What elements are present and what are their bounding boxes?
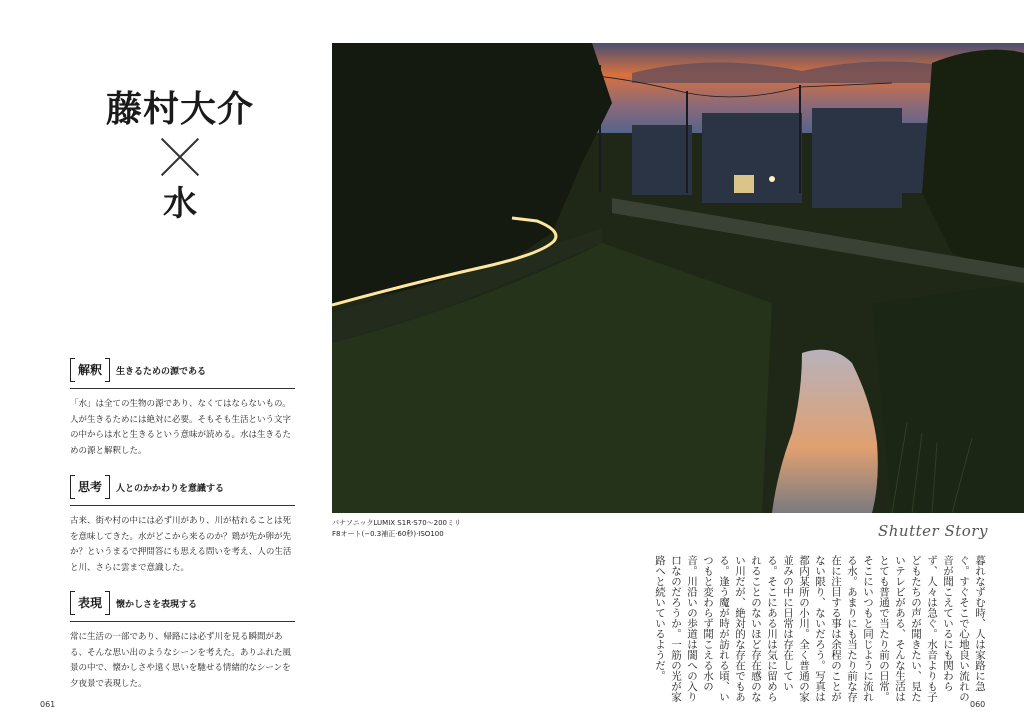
story-text: 暮れなずむ時、人は家路に急ぐ。すぐそこで心地良い流れの音が聞こえているにも関わらず、人々は急ぐ。水音よりも子どもたちの声が聞きたい、見たいテレビがある、そんな生活はとても普通で当たり前の日常。そこにいつもと同じように流れる水。あまりにも当たり前な存在に注目する事は余程のことがない限り、ないだろう。写真は都内某所の小川。全く普通の家並みの中に日常は存在している。そこにある川は気に留められることのないほど存在感のない川だが、絶対的な存在でもある。逢う魔が時が訪れる頃、いつもと変わらず聞こえる水の音。川沿いの歩道は闇への入り口なのだろうか。一筋の光が家路へと続いているようだ。 (654, 555, 986, 702)
section-label: 思考 (70, 475, 110, 499)
section-subtitle: 懐かしさを表現する (116, 599, 198, 610)
section-label: 解釈 (70, 358, 110, 382)
theme-title: 水 (163, 184, 197, 224)
photographer-name: 藤村大介 (105, 88, 254, 130)
page-number-left: 061 (40, 700, 56, 709)
twilight-river-photo (332, 43, 1024, 513)
section-body: 古来、街や村の中には必ず川があり、川が枯れることは死を意味してきた。水がどこから来るのか？鶏が先か卵が先か？というまるで押問答にも思える問いを考え、人の生活と川、さらに雲まで意識した。 (70, 516, 292, 573)
exposure-info: F8オート(−0.3補正·60秒)·ISO100 (332, 530, 444, 538)
shutter-story-heading: Shutter Story (878, 522, 988, 540)
section-label: 表現 (70, 591, 110, 615)
title-block (100, 85, 260, 227)
section-body: 常に生活の一部であり、帰路には必ず川を見る瞬間がある、そんな思い出のようなシーンを考えた。ありふれた風景の中で、懐かしさや遠く思いを馳せる情緒的なシーンを夕夜景で表現した。 (70, 632, 291, 689)
section-interpretation (70, 357, 295, 459)
section-subtitle: 人とのかかわりを意識する (116, 483, 225, 494)
page-number-right: 060 (970, 700, 986, 709)
section-expression (70, 590, 295, 692)
section-subtitle: 生きるための源である (116, 366, 207, 377)
photo-illustration (332, 43, 1024, 513)
section-body: 「水」は全ての生物の源であり、なくてはならないもの。人が生きるためには絶対に必要。そもそも生活という文字の中からは水と生きるという意味が読める。水は生きるための源と解釈した。 (70, 399, 292, 456)
section-divider (70, 388, 295, 389)
camera-info: パナソニックLUMIX S1R·S70〜200ミリ (332, 519, 462, 527)
section-divider (70, 505, 295, 506)
section-divider (70, 621, 295, 622)
section-thinking (70, 474, 295, 576)
cross-mark-icon (158, 135, 202, 179)
photo-caption (332, 518, 461, 540)
